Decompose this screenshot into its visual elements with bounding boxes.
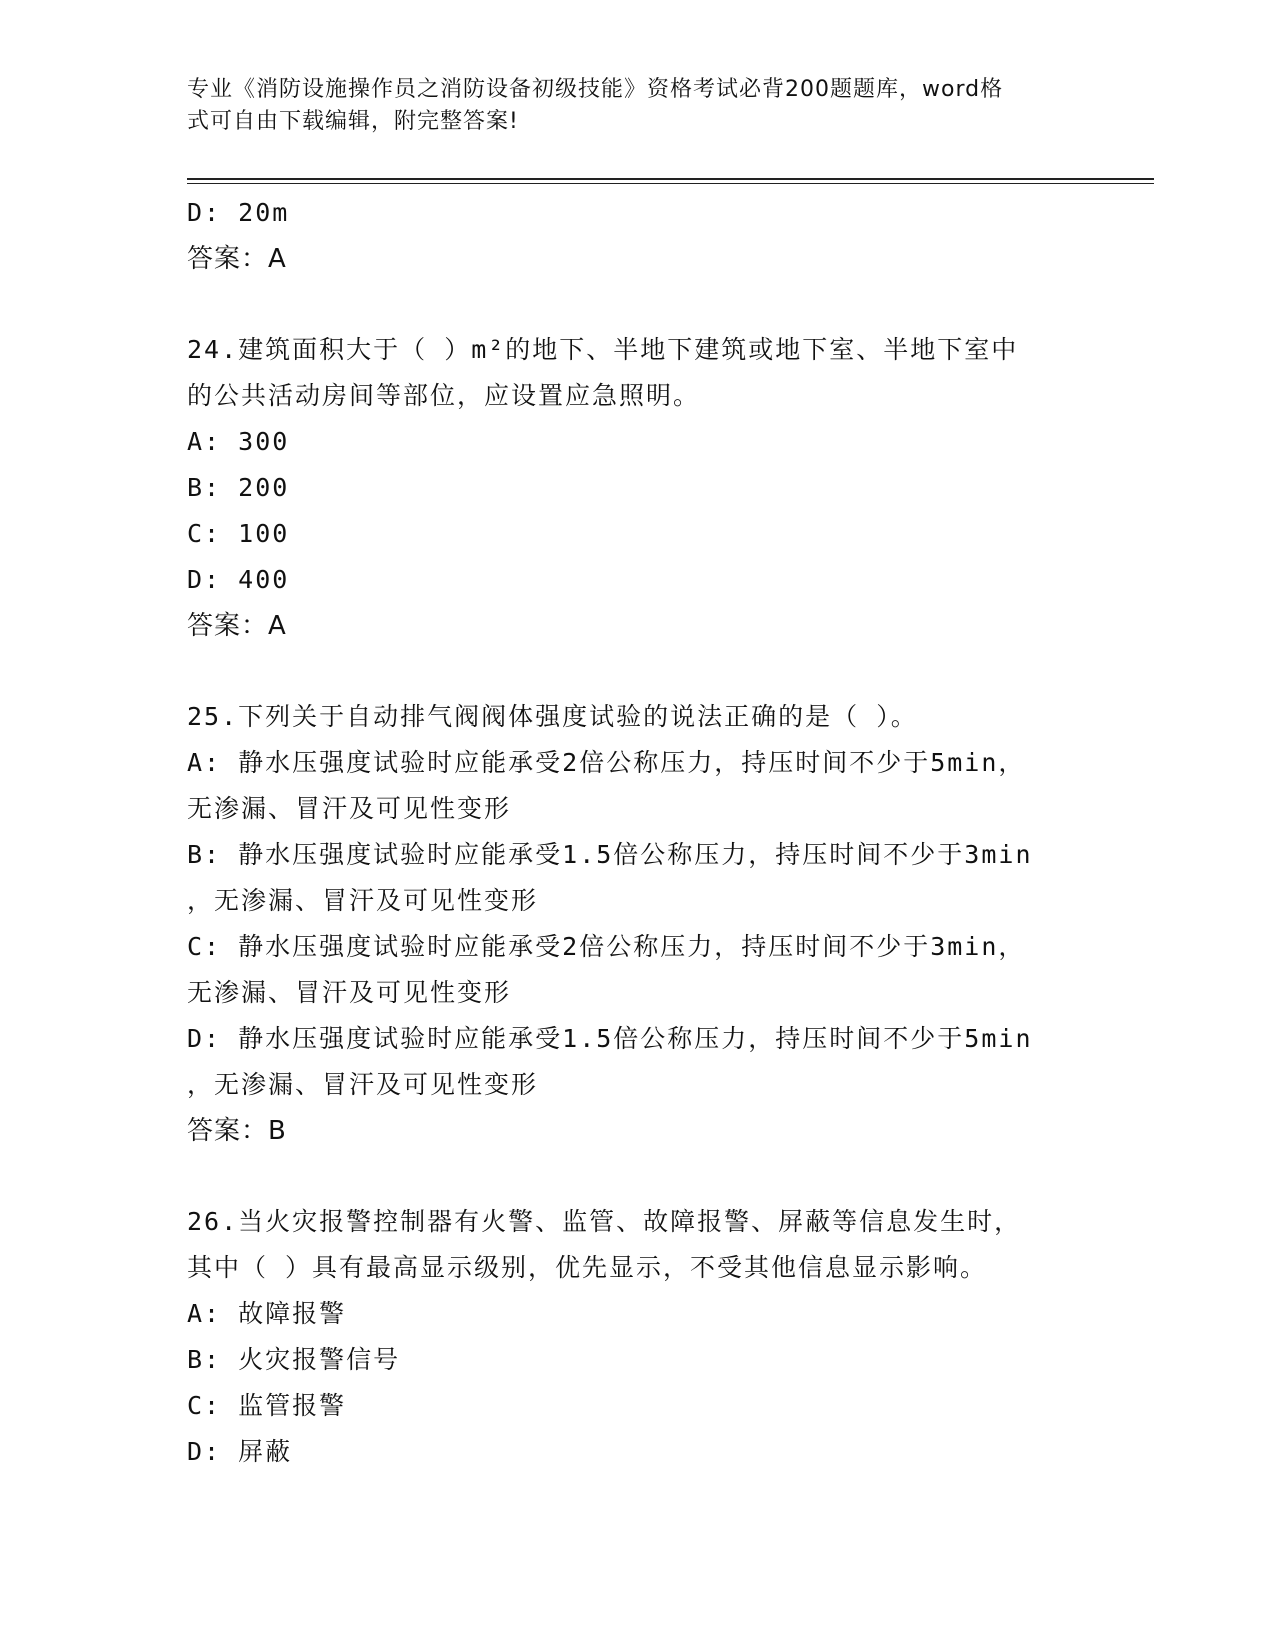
option-b-cont: ，无渗漏、冒汗及可见性变形 — [187, 886, 539, 915]
question-25 — [187, 694, 1087, 1154]
option-d-cont: ，无渗漏、冒汗及可见性变形 — [187, 1070, 539, 1099]
question-stem-cont: 其中（ ）具有最高显示级别，优先显示，不受其他信息显示影响。 — [187, 1253, 988, 1282]
answer-line: 答案：A — [187, 611, 287, 641]
document-header — [187, 74, 1087, 138]
option-d: D: 静水压强度试验时应能承受1.5倍公称压力，持压时间不少于5min — [187, 1024, 1033, 1053]
option-c: C: 静水压强度试验时应能承受2倍公称压力，持压时间不少于3min， — [187, 932, 1026, 961]
header-line-1: 专业《消防设施操作员之消防设备初级技能》资格考试必背200题题库，word格 — [187, 77, 1004, 102]
question-content — [187, 190, 1087, 1475]
option-d: D: 屏蔽 — [187, 1437, 293, 1466]
option-d: D: 400 — [187, 565, 290, 594]
option-a: A: 故障报警 — [187, 1299, 347, 1328]
question-stem-cont: 的公共活动房间等部位，应设置应急照明。 — [187, 381, 701, 410]
option-b: B: 200 — [187, 473, 290, 502]
option-c-cont: 无渗漏、冒汗及可见性变形 — [187, 978, 512, 1007]
option-a: A: 300 — [187, 427, 290, 456]
option-a: A: 静水压强度试验时应能承受2倍公称压力，持压时间不少于5min， — [187, 748, 1026, 777]
option-a-cont: 无渗漏、冒汗及可见性变形 — [187, 794, 512, 823]
question-stem: 25.下列关于自动排气阀阀体强度试验的说法正确的是（ ）。 — [187, 702, 918, 731]
question-stem: 24.建筑面积大于（ ）m²的地下、半地下建筑或地下室、半地下室中 — [187, 335, 1019, 364]
option-b: B: 静水压强度试验时应能承受1.5倍公称压力，持压时间不少于3min — [187, 840, 1033, 869]
header-rule-thick — [187, 178, 1154, 180]
option-b: B: 火灾报警信号 — [187, 1345, 401, 1374]
option-c: C: 100 — [187, 519, 290, 548]
answer-line: 答案：A — [187, 244, 287, 274]
question-23-tail — [187, 190, 1087, 282]
answer-line: 答案：B — [187, 1116, 287, 1146]
option-d: D: 20m — [187, 198, 290, 227]
question-26 — [187, 1199, 1087, 1475]
question-24 — [187, 327, 1087, 649]
option-c: C: 监管报警 — [187, 1391, 347, 1420]
header-line-2: 式可自由下载编辑，附完整答案! — [187, 109, 519, 134]
question-stem: 26.当火灾报警控制器有火警、监管、故障报警、屏蔽等信息发生时， — [187, 1207, 1022, 1236]
header-rule-thin — [187, 183, 1154, 184]
